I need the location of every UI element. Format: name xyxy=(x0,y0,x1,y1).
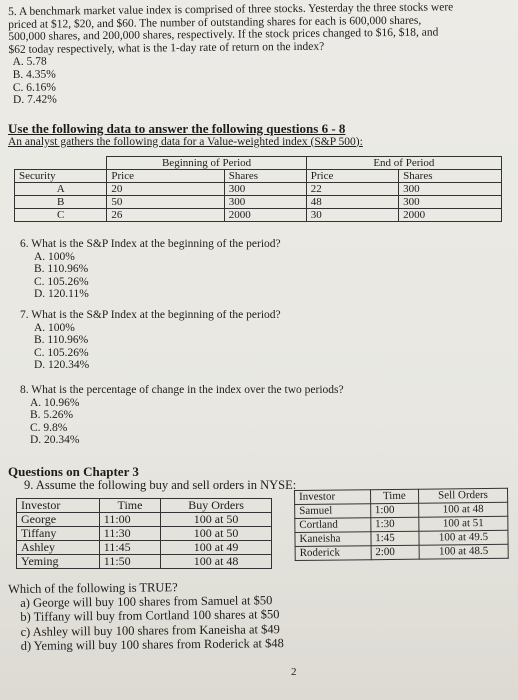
section-heading: Use the following data to answer the following questions 6 - 8 xyxy=(8,121,346,136)
q7-option-d: D. 120.34% xyxy=(34,359,90,372)
q9-option-c: c) Ashley will buy 100 shares from Kaneisha at $49 xyxy=(20,621,280,639)
col-header-shares-end: Shares xyxy=(399,170,502,183)
buy-cell-order: 100 at 48 xyxy=(161,555,272,569)
q7-option-b: B. 110.96% xyxy=(34,334,89,347)
q6-option-a: A. 100% xyxy=(34,250,75,263)
table-row xyxy=(295,544,508,560)
cell-price-begin: 20 xyxy=(107,183,224,196)
q6-option-b: B. 110.96% xyxy=(34,263,89,276)
sell-cell-investor: Roderick xyxy=(295,546,371,561)
sell-cell-time: 2:00 xyxy=(371,545,419,560)
buy-header-row xyxy=(17,499,272,513)
chapter-heading-block xyxy=(8,466,296,491)
q5-line: 5. A benchmark market value index is comprised of three stocks. Yesterday the three stocks were xyxy=(8,1,454,18)
cell-price-end: 22 xyxy=(306,183,398,196)
sell-cell-time: 1:45 xyxy=(371,531,419,546)
q9-option-a: a) George will buy 100 shares from Samuel at $50 xyxy=(20,593,273,611)
cell-shares-begin: 300 xyxy=(224,183,306,196)
intro-text: An analyst gathers the following data for a Value-weighted index (S&P 500): xyxy=(8,135,363,148)
page-number: 2 xyxy=(291,666,297,678)
q8-text: 8. What is the percentage of change in the index over the two periods? xyxy=(20,384,344,396)
table-row xyxy=(295,502,508,518)
question-9-options xyxy=(8,579,284,653)
sell-header-investor: Investor xyxy=(295,490,371,505)
sell-cell-order: 100 at 49.5 xyxy=(419,530,508,545)
cell-shares-end: 2000 xyxy=(399,209,502,222)
group-header-begin: Beginning of Period xyxy=(107,157,306,170)
buy-cell-investor: George xyxy=(17,513,100,527)
q7-option-c: C. 105.26% xyxy=(34,346,89,359)
sell-cell-time: 1:00 xyxy=(370,503,418,518)
q6-option-c: C. 105.26% xyxy=(34,275,89,288)
col-header-price-end: Price xyxy=(306,170,398,183)
question-5 xyxy=(8,1,454,106)
sell-cell-investor: Samuel xyxy=(295,504,371,519)
cell-shares-begin: 300 xyxy=(224,196,306,209)
cell-price-end: 30 xyxy=(306,209,398,222)
q8-option-a: A. 10.96% xyxy=(30,396,80,409)
q6-option-d: D. 120.11% xyxy=(34,288,89,301)
q8-option-c: C. 9.8% xyxy=(30,421,68,434)
group-header-end: End of Period xyxy=(306,157,501,170)
q7-text: 7. What is the S&P Index at the beginning of the period? xyxy=(20,309,281,321)
cell-shares-begin: 2000 xyxy=(224,209,306,222)
question-8 xyxy=(20,384,344,447)
buy-cell-investor: Ashley xyxy=(17,541,100,555)
table-row xyxy=(17,541,272,555)
q5-line: priced at $12, $20, and $60. The number of outstanding shares for each is 600,000 shares, xyxy=(8,14,422,31)
sell-orders-table xyxy=(294,488,509,561)
q6-text: 6. What is the S&P Index at the beginning of the period? xyxy=(20,238,281,250)
sell-cell-investor: Cortland xyxy=(295,518,371,533)
col-header-security: Security xyxy=(15,170,107,183)
buy-cell-order: 100 at 50 xyxy=(161,527,272,541)
buy-header-time: Time xyxy=(99,499,160,513)
col-header-price-begin: Price xyxy=(107,170,224,183)
chapter-heading: Questions on Chapter 3 xyxy=(8,464,139,479)
sell-header-row xyxy=(295,488,508,504)
empty-cell xyxy=(15,157,107,170)
sell-header-orders: Sell Orders xyxy=(418,488,507,503)
q5-option-c: C. 6.16% xyxy=(12,81,57,94)
buy-cell-order: 100 at 50 xyxy=(161,513,272,527)
cell-shares-end: 300 xyxy=(399,196,502,209)
buy-cell-investor: Yeming xyxy=(17,555,100,569)
q9-text: 9. Assume the following buy and sell orders in NYSE: xyxy=(24,477,297,492)
q9-question: Which of the following is TRUE? xyxy=(8,580,178,596)
table-row xyxy=(295,530,508,546)
buy-cell-time: 11:00 xyxy=(99,513,160,527)
cell-shares-end: 300 xyxy=(399,183,502,196)
buy-cell-investor: Tiffany xyxy=(17,527,100,541)
col-header-shares-begin: Shares xyxy=(224,170,306,183)
buy-cell-time: 11:45 xyxy=(99,541,160,555)
q8-option-d: D. 20.34% xyxy=(30,434,80,447)
table-row xyxy=(15,209,502,222)
buy-cell-time: 11:30 xyxy=(99,527,160,541)
cell-price-begin: 50 xyxy=(107,196,224,209)
question-6 xyxy=(20,238,281,301)
cell-security: B xyxy=(15,196,107,209)
q8-option-b: B. 5.26% xyxy=(30,409,74,422)
q5-option-a: A. 5.78 xyxy=(12,55,47,69)
group-header-row xyxy=(15,157,502,170)
cell-price-begin: 26 xyxy=(107,209,224,222)
q5-line: $62 today respectively, what is the 1-day rate of return on the index? xyxy=(8,40,325,56)
sell-cell-time: 1:30 xyxy=(370,517,418,532)
table-row xyxy=(17,555,272,569)
table-row xyxy=(295,516,508,532)
cell-security: A xyxy=(15,183,107,196)
table-row xyxy=(15,183,502,196)
sell-cell-order: 100 at 48 xyxy=(419,502,508,517)
q9-option-d: d) Yeming will buy 100 shares from Roderick at $48 xyxy=(20,635,284,653)
table-row xyxy=(15,196,502,209)
question-7 xyxy=(20,309,281,372)
sell-cell-order: 100 at 48.5 xyxy=(419,544,508,559)
sell-cell-investor: Kaneisha xyxy=(295,532,371,547)
buy-cell-time: 11:50 xyxy=(99,555,160,569)
section-heading-block xyxy=(8,123,363,148)
buy-orders-table xyxy=(16,498,272,569)
q7-option-a: A. 100% xyxy=(34,321,75,334)
table-row xyxy=(17,527,272,541)
q5-line: 500,000 shares, and 200,000 shares, respectively. If the stock prices changed to $16, $18, and xyxy=(8,26,439,44)
value-weighted-table xyxy=(14,156,502,222)
cell-price-end: 48 xyxy=(306,196,398,209)
sell-cell-order: 100 at 51 xyxy=(419,516,508,531)
buy-header-orders: Buy Orders xyxy=(161,499,272,513)
cell-security: C xyxy=(15,209,107,222)
q9-option-b: b) Tiffany will buy from Cortland 100 shares at $50 xyxy=(20,607,280,625)
q5-option-d: D. 7.42% xyxy=(12,93,57,107)
buy-cell-order: 100 at 49 xyxy=(161,541,272,555)
column-header-row xyxy=(15,170,502,183)
q5-option-b: B. 4.35% xyxy=(12,68,56,81)
table-row xyxy=(17,513,272,527)
sell-header-time: Time xyxy=(370,489,418,504)
buy-header-investor: Investor xyxy=(17,499,100,513)
